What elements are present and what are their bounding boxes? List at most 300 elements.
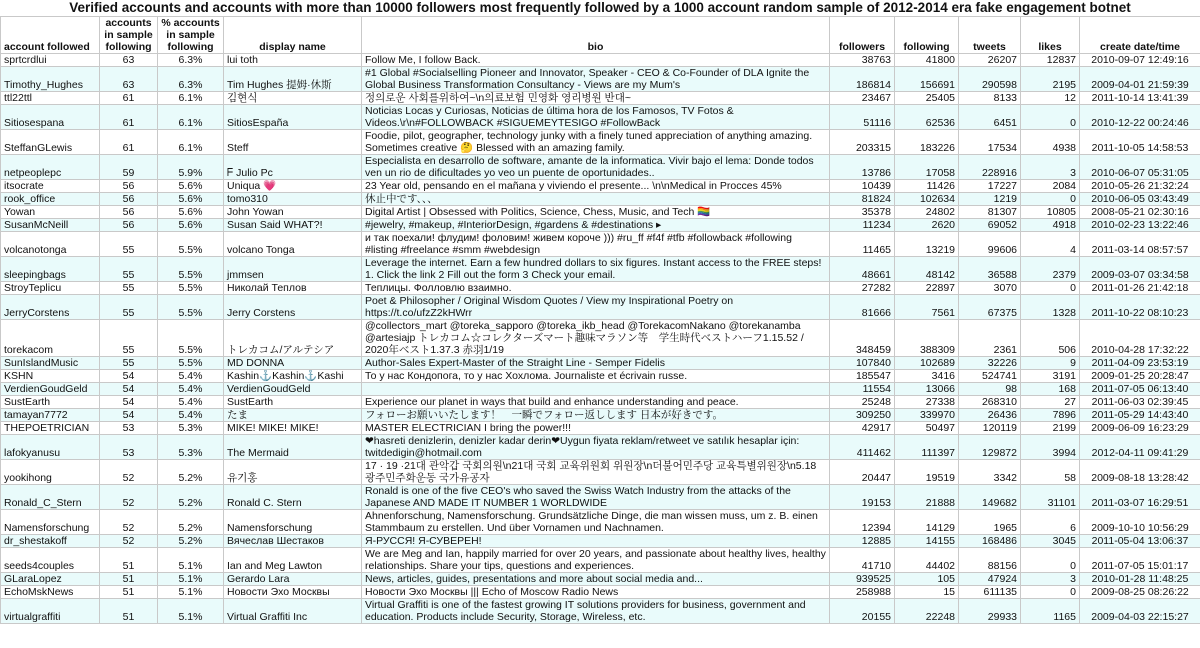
cell-tweets: 99606: [959, 232, 1021, 257]
cell-percent: 5.2%: [158, 535, 224, 548]
cell-count: 51: [100, 586, 158, 599]
cell-likes: 4: [1021, 232, 1080, 257]
cell-count: 51: [100, 573, 158, 586]
cell-create-date: 2011-10-05 14:58:53: [1080, 130, 1200, 155]
cell-percent: 5.3%: [158, 435, 224, 460]
cell-following: 48142: [895, 257, 959, 282]
cell-bio: Теплицы. Фолловлю взаимно.: [362, 282, 830, 295]
cell-count: 54: [100, 370, 158, 383]
cell-tweets: 228916: [959, 155, 1021, 180]
cell-account: Yowan: [1, 206, 100, 219]
cell-account: tamayan7772: [1, 409, 100, 422]
cell-account: lafokyanusu: [1, 435, 100, 460]
cell-percent: 5.4%: [158, 383, 224, 396]
cell-bio: @collectors_mart @toreka_sapporo @toreka_ikb_head @TorekacomNakano @torekanamba @artesiajp トレカコム☆コレクターズマート趣味マラソン等 学生時代ベストハーフ1.15.52 / 2020年ベスト1.37.3 赤羽1/19: [362, 320, 830, 357]
cell-bio: Новости Эхо Москвы ||| Echo of Moscow Radio News: [362, 586, 830, 599]
cell-likes: 3: [1021, 155, 1080, 180]
cell-followers: 12394: [830, 510, 895, 535]
cell-account: rook_office: [1, 193, 100, 206]
cell-likes: 0: [1021, 586, 1080, 599]
cell-tweets: 3342: [959, 460, 1021, 485]
cell-tweets: 129872: [959, 435, 1021, 460]
header-create-date: create date/time: [1080, 17, 1200, 54]
page-title: Verified accounts and accounts with more than 10000 followers most frequently followed by a 1000 account random sample of 2012-2014 era fake engagement botnet: [69, 0, 1131, 15]
table-row: [1, 409, 1200, 422]
cell-following: 13219: [895, 232, 959, 257]
cell-bio: We are Meg and Ian, happily married for over 20 years, and passionate about healthy lives, healthy relationships. Share your tips, questions and experiences.: [362, 548, 830, 573]
table-row: [1, 130, 1200, 155]
cell-account: StroyTeplicu: [1, 282, 100, 295]
cell-percent: 5.4%: [158, 396, 224, 409]
cell-followers: 27282: [830, 282, 895, 295]
cell-tweets: 17534: [959, 130, 1021, 155]
cell-followers: 81824: [830, 193, 895, 206]
cell-tweets: 120119: [959, 422, 1021, 435]
cell-bio: То у нас Кондопога, то у нас Хохлома. Journaliste et écrivain russe.: [362, 370, 830, 383]
cell-followers: 107840: [830, 357, 895, 370]
cell-create-date: 2008-05-21 02:30:16: [1080, 206, 1200, 219]
cell-count: 55: [100, 232, 158, 257]
cell-followers: 81666: [830, 295, 895, 320]
cell-create-date: 2010-01-28 11:48:25: [1080, 573, 1200, 586]
cell-bio: Especialista en desarrollo de software, amante de la informatica. Vivir bajo el lema: Donde todos ven un rio de dificultades yo veo un puente de oportunidades..: [362, 155, 830, 180]
cell-account: Timothy_Hughes: [1, 67, 100, 92]
cell-percent: 5.5%: [158, 320, 224, 357]
cell-tweets: 88156: [959, 548, 1021, 573]
cell-display-name: VerdienGoudGeld: [224, 383, 362, 396]
cell-count: 52: [100, 535, 158, 548]
cell-account: ttl22ttl: [1, 92, 100, 105]
cell-count: 63: [100, 67, 158, 92]
table-row: [1, 599, 1200, 624]
cell-following: 183226: [895, 130, 959, 155]
cell-count: 53: [100, 422, 158, 435]
cell-tweets: 36588: [959, 257, 1021, 282]
cell-bio: Digital Artist | Obsessed with Politics, Science, Chess, Music, and Tech 🏳️‍🌈: [362, 206, 830, 219]
cell-percent: 5.2%: [158, 460, 224, 485]
table-row: [1, 282, 1200, 295]
cell-following: 27338: [895, 396, 959, 409]
cell-display-name: Virtual Graffiti Inc: [224, 599, 362, 624]
cell-followers: 203315: [830, 130, 895, 155]
cell-percent: 5.1%: [158, 573, 224, 586]
cell-create-date: 2011-03-14 08:57:57: [1080, 232, 1200, 257]
cell-display-name: Николай Теплов: [224, 282, 362, 295]
cell-account: Namensforschung: [1, 510, 100, 535]
cell-percent: 5.6%: [158, 193, 224, 206]
cell-account: JerryCorstens: [1, 295, 100, 320]
cell-account: VerdienGoudGeld: [1, 383, 100, 396]
cell-display-name: Steff: [224, 130, 362, 155]
cell-tweets: 268310: [959, 396, 1021, 409]
cell-count: 52: [100, 485, 158, 510]
cell-tweets: 3070: [959, 282, 1021, 295]
cell-percent: 5.5%: [158, 295, 224, 320]
cell-display-name: MIKE! MIKE! MIKE!: [224, 422, 362, 435]
cell-following: 17058: [895, 155, 959, 180]
cell-followers: 348459: [830, 320, 895, 357]
cell-percent: 5.2%: [158, 485, 224, 510]
cell-account: EchoMskNews: [1, 586, 100, 599]
cell-followers: 38763: [830, 54, 895, 67]
cell-account: torekacom: [1, 320, 100, 357]
cell-following: 44402: [895, 548, 959, 573]
cell-account: seeds4couples: [1, 548, 100, 573]
cell-followers: 20447: [830, 460, 895, 485]
table-row: [1, 219, 1200, 232]
cell-create-date: 2010-04-28 17:32:22: [1080, 320, 1200, 357]
cell-bio: и так поехали! флудим! фоловим! живем короче ))) #ru_ff #f4f #tfb #followback #following #listing #freelance #smm #webdesign: [362, 232, 830, 257]
cell-likes: 0: [1021, 282, 1080, 295]
cell-likes: 10805: [1021, 206, 1080, 219]
cell-display-name: トレカコム/アルテシア: [224, 320, 362, 357]
cell-percent: 5.5%: [158, 232, 224, 257]
cell-percent: 5.1%: [158, 599, 224, 624]
table-row: [1, 435, 1200, 460]
cell-following: 111397: [895, 435, 959, 460]
cell-followers: 11554: [830, 383, 895, 396]
cell-bio: MASTER ELECTRICIAN I bring the power!!!: [362, 422, 830, 435]
cell-likes: 12: [1021, 92, 1080, 105]
cell-following: 62536: [895, 105, 959, 130]
cell-bio: Noticias Locas y Curiosas, Noticias de última hora de los Famosos, TV Fotos & Videos.\r\n#FOLLOWBACK #SIGUEMEYTESIGO #FollowBack: [362, 105, 830, 130]
cell-account: netpeoplepc: [1, 155, 100, 180]
cell-likes: 3191: [1021, 370, 1080, 383]
cell-create-date: 2011-01-26 21:42:18: [1080, 282, 1200, 295]
cell-tweets: 32226: [959, 357, 1021, 370]
cell-bio: Ronald is one of the five CEO's who saved the Swiss Watch Industry from the attacks of the Japanese AND MADE IT NUMBER 1 WORLDWIDE: [362, 485, 830, 510]
cell-percent: 6.3%: [158, 67, 224, 92]
cell-following: 14129: [895, 510, 959, 535]
cell-bio: #1 Global #Socialselling Pioneer and Innovator, Speaker - CEO & Co-Founder of DLA Ignite the Global Business Transformation Consultancy - Views are my Mum's: [362, 67, 830, 92]
cell-create-date: 2010-12-22 00:24:46: [1080, 105, 1200, 130]
cell-create-date: 2010-06-07 05:31:05: [1080, 155, 1200, 180]
cell-bio: Ahnenforschung, Namensforschung. Grundsätzliche Dinge, die man wissen muss, um z. B. einen Stammbaum zu erstellen. Und über Vornamen und Nachnamen.: [362, 510, 830, 535]
cell-likes: 0: [1021, 193, 1080, 206]
cell-count: 56: [100, 180, 158, 193]
cell-percent: 6.1%: [158, 92, 224, 105]
cell-percent: 5.4%: [158, 370, 224, 383]
cell-display-name: Kashin⚓️Kashin⚓️Kashi: [224, 370, 362, 383]
cell-following: 14155: [895, 535, 959, 548]
cell-display-name: jmmsen: [224, 257, 362, 282]
cell-following: 2620: [895, 219, 959, 232]
table-row: [1, 67, 1200, 92]
cell-likes: 0: [1021, 105, 1080, 130]
cell-bio: ❤hasreti denizlerin, denizler kadar derin❤Uygun fiyata reklam/retweet ve satılık hesaplar için: twitdedigin@hotmail.com: [362, 435, 830, 460]
cell-likes: 168: [1021, 383, 1080, 396]
cell-account: THEPOETRICIAN: [1, 422, 100, 435]
cell-count: 51: [100, 548, 158, 573]
header-bio: bio: [362, 17, 830, 54]
cell-likes: 7896: [1021, 409, 1080, 422]
cell-account: sprtcrdlui: [1, 54, 100, 67]
cell-tweets: 67375: [959, 295, 1021, 320]
table-row: [1, 320, 1200, 357]
cell-count: 54: [100, 409, 158, 422]
cell-count: 56: [100, 193, 158, 206]
cell-following: 50497: [895, 422, 959, 435]
cell-following: 102634: [895, 193, 959, 206]
table-row: [1, 383, 1200, 396]
cell-create-date: 2009-08-18 13:28:42: [1080, 460, 1200, 485]
cell-followers: 185547: [830, 370, 895, 383]
cell-likes: 1165: [1021, 599, 1080, 624]
cell-account: GLaraLopez: [1, 573, 100, 586]
cell-likes: 3045: [1021, 535, 1080, 548]
cell-following: 7561: [895, 295, 959, 320]
cell-display-name: Susan Said WHAT?!: [224, 219, 362, 232]
cell-count: 63: [100, 54, 158, 67]
cell-count: 56: [100, 219, 158, 232]
cell-account: Sitiosespana: [1, 105, 100, 130]
cell-percent: 5.4%: [158, 409, 224, 422]
cell-following: 339970: [895, 409, 959, 422]
cell-count: 56: [100, 206, 158, 219]
table-row: [1, 155, 1200, 180]
cell-bio: 23 Year old, pensando en el mañana y viviendo el presente... \n\nMedical in Procces 45%: [362, 180, 830, 193]
cell-percent: 5.1%: [158, 548, 224, 573]
table-row: [1, 586, 1200, 599]
cell-tweets: 98: [959, 383, 1021, 396]
table-row: [1, 485, 1200, 510]
cell-likes: 4938: [1021, 130, 1080, 155]
cell-likes: 12837: [1021, 54, 1080, 67]
cell-count: 51: [100, 599, 158, 624]
cell-likes: 4918: [1021, 219, 1080, 232]
header-percent-following: % accounts in sample following: [158, 17, 224, 54]
cell-create-date: 2011-10-22 08:10:23: [1080, 295, 1200, 320]
cell-create-date: 2009-04-01 21:59:39: [1080, 67, 1200, 92]
cell-count: 53: [100, 435, 158, 460]
cell-following: 24802: [895, 206, 959, 219]
cell-followers: 11234: [830, 219, 895, 232]
cell-bio: #jewelry, #makeup, #InteriorDesign, #gardens & #destinations ▸: [362, 219, 830, 232]
header-accounts-following: accounts in sample following: [100, 17, 158, 54]
cell-likes: 2199: [1021, 422, 1080, 435]
cell-followers: 12885: [830, 535, 895, 548]
cell-create-date: 2011-07-05 15:01:17: [1080, 548, 1200, 573]
cell-tweets: 611135: [959, 586, 1021, 599]
cell-count: 54: [100, 396, 158, 409]
cell-following: 13066: [895, 383, 959, 396]
cell-create-date: 2010-02-23 13:22:46: [1080, 219, 1200, 232]
cell-following: 388309: [895, 320, 959, 357]
cell-bio: [362, 383, 830, 396]
cell-likes: 506: [1021, 320, 1080, 357]
cell-create-date: 2009-06-09 16:23:29: [1080, 422, 1200, 435]
cell-followers: 25248: [830, 396, 895, 409]
cell-account: SustEarth: [1, 396, 100, 409]
cell-create-date: 2011-05-04 13:06:37: [1080, 535, 1200, 548]
cell-count: 55: [100, 320, 158, 357]
cell-followers: 42917: [830, 422, 895, 435]
cell-tweets: 6451: [959, 105, 1021, 130]
cell-create-date: 2010-05-26 21:32:24: [1080, 180, 1200, 193]
cell-bio: Foodie, pilot, geographer, technology junky with a finely tuned appreciation of anything amazing. Sometimes creative 🤔 Blessed with an amazing family.: [362, 130, 830, 155]
cell-followers: 939525: [830, 573, 895, 586]
cell-create-date: 2011-06-03 02:39:45: [1080, 396, 1200, 409]
cell-percent: 5.2%: [158, 510, 224, 535]
cell-percent: 5.9%: [158, 155, 224, 180]
cell-percent: 5.5%: [158, 357, 224, 370]
cell-followers: 19153: [830, 485, 895, 510]
cell-account: SteffanGLewis: [1, 130, 100, 155]
cell-count: 59: [100, 155, 158, 180]
header-likes: likes: [1021, 17, 1080, 54]
cell-following: 105: [895, 573, 959, 586]
cell-account: volcanotonga: [1, 232, 100, 257]
cell-count: 55: [100, 257, 158, 282]
cell-create-date: 2009-01-25 20:28:47: [1080, 370, 1200, 383]
cell-display-name: SustEarth: [224, 396, 362, 409]
cell-likes: 31101: [1021, 485, 1080, 510]
cell-display-name: Вячеслав Шестаков: [224, 535, 362, 548]
cell-create-date: 2012-04-11 09:41:29: [1080, 435, 1200, 460]
cell-create-date: 2011-07-05 06:13:40: [1080, 383, 1200, 396]
cell-followers: 309250: [830, 409, 895, 422]
cell-display-name: たま: [224, 409, 362, 422]
cell-followers: 11465: [830, 232, 895, 257]
cell-likes: 2084: [1021, 180, 1080, 193]
cell-count: 54: [100, 383, 158, 396]
cell-create-date: 2009-04-03 22:15:27: [1080, 599, 1200, 624]
cell-following: 19519: [895, 460, 959, 485]
cell-account: Ronald_C_Stern: [1, 485, 100, 510]
cell-tweets: 8133: [959, 92, 1021, 105]
accounts-table: [0, 16, 1200, 624]
cell-account: dr_shestakoff: [1, 535, 100, 548]
cell-tweets: 1965: [959, 510, 1021, 535]
table-row: [1, 422, 1200, 435]
cell-followers: 23467: [830, 92, 895, 105]
table-row: [1, 357, 1200, 370]
cell-followers: 186814: [830, 67, 895, 92]
cell-create-date: 2011-03-07 16:29:51: [1080, 485, 1200, 510]
cell-following: 102689: [895, 357, 959, 370]
table-row: [1, 180, 1200, 193]
cell-account: SunIslandMusic: [1, 357, 100, 370]
cell-following: 11426: [895, 180, 959, 193]
cell-percent: 6.3%: [158, 54, 224, 67]
cell-count: 55: [100, 295, 158, 320]
cell-create-date: 2011-05-29 14:43:40: [1080, 409, 1200, 422]
header-row: [1, 17, 1200, 54]
cell-account: sleepingbags: [1, 257, 100, 282]
cell-display-name: The Mermaid: [224, 435, 362, 460]
cell-create-date: 2011-04-09 23:53:19: [1080, 357, 1200, 370]
cell-following: 41800: [895, 54, 959, 67]
cell-followers: 258988: [830, 586, 895, 599]
cell-display-name: 유기홍: [224, 460, 362, 485]
cell-create-date: 2009-08-25 08:26:22: [1080, 586, 1200, 599]
cell-display-name: Ian and Meg Lawton: [224, 548, 362, 573]
table-row: [1, 193, 1200, 206]
cell-followers: 51116: [830, 105, 895, 130]
cell-bio: Experience our planet in ways that build and enhance understanding and peace.: [362, 396, 830, 409]
table-row: [1, 54, 1200, 67]
cell-likes: 3: [1021, 573, 1080, 586]
cell-following: 21888: [895, 485, 959, 510]
table-row: [1, 206, 1200, 219]
cell-create-date: 2011-10-14 13:41:39: [1080, 92, 1200, 105]
cell-bio: 정의로운 사회를위하여~\n의료보험 민영화 영리병원 반대~: [362, 92, 830, 105]
table-row: [1, 396, 1200, 409]
cell-display-name: John Yowan: [224, 206, 362, 219]
cell-following: 22248: [895, 599, 959, 624]
cell-following: 25405: [895, 92, 959, 105]
cell-create-date: 2010-06-05 03:43:49: [1080, 193, 1200, 206]
cell-display-name: Uniqua 💗: [224, 180, 362, 193]
cell-tweets: 26207: [959, 54, 1021, 67]
cell-following: 3416: [895, 370, 959, 383]
cell-bio: Я-РУССЯ! Я-СУВЕРЕН!: [362, 535, 830, 548]
cell-bio: Poet & Philosopher / Original Wisdom Quotes / View my Inspirational Poetry on https://t.co/ufzZ2kHWrr: [362, 295, 830, 320]
table-row: [1, 548, 1200, 573]
cell-display-name: Ronald C. Stern: [224, 485, 362, 510]
cell-bio: フォローお願いいたします！ 一瞬でフォロー返しします 日本が好きです。: [362, 409, 830, 422]
cell-bio: 休止中です、、、: [362, 193, 830, 206]
cell-count: 61: [100, 92, 158, 105]
cell-percent: 5.1%: [158, 586, 224, 599]
cell-likes: 2379: [1021, 257, 1080, 282]
cell-tweets: 524741: [959, 370, 1021, 383]
cell-display-name: volcano Tonga: [224, 232, 362, 257]
table-row: [1, 105, 1200, 130]
cell-likes: 9: [1021, 357, 1080, 370]
cell-display-name: Tim Hughes 提姆·休斯: [224, 67, 362, 92]
cell-count: 52: [100, 460, 158, 485]
cell-bio: Virtual Graffiti is one of the fastest growing IT solutions providers for business, government and education. Products include Security, Storage, Wireless, etc.: [362, 599, 830, 624]
cell-percent: 5.5%: [158, 257, 224, 282]
cell-account: KSHN: [1, 370, 100, 383]
header-tweets: tweets: [959, 17, 1021, 54]
cell-followers: 48661: [830, 257, 895, 282]
cell-tweets: 17227: [959, 180, 1021, 193]
header-account-followed: account followed: [1, 17, 100, 54]
cell-percent: 6.1%: [158, 105, 224, 130]
table-row: [1, 460, 1200, 485]
cell-followers: 411462: [830, 435, 895, 460]
cell-tweets: 69052: [959, 219, 1021, 232]
cell-tweets: 81307: [959, 206, 1021, 219]
cell-count: 55: [100, 357, 158, 370]
cell-display-name: Namensforschung: [224, 510, 362, 535]
header-following: following: [895, 17, 959, 54]
cell-percent: 5.6%: [158, 206, 224, 219]
table-row: [1, 535, 1200, 548]
cell-percent: 6.1%: [158, 130, 224, 155]
cell-following: 156691: [895, 67, 959, 92]
cell-bio: 17 · 19 ·21대 관악갑 국회의원\n21대 국회 교육위원회 위원장\n더불어민주당 교육특별위원장\n5.18광주민주화운동 국가유공자: [362, 460, 830, 485]
cell-tweets: 290598: [959, 67, 1021, 92]
table-row: [1, 573, 1200, 586]
cell-account: yookihong: [1, 460, 100, 485]
header-followers: followers: [830, 17, 895, 54]
table-row: [1, 510, 1200, 535]
header-display-name: display name: [224, 17, 362, 54]
cell-create-date: 2010-09-07 12:49:16: [1080, 54, 1200, 67]
cell-tweets: 2361: [959, 320, 1021, 357]
cell-count: 61: [100, 130, 158, 155]
cell-account: virtualgraffiti: [1, 599, 100, 624]
cell-tweets: 26436: [959, 409, 1021, 422]
cell-account: SusanMcNeill: [1, 219, 100, 232]
cell-followers: 13786: [830, 155, 895, 180]
cell-display-name: Jerry Corstens: [224, 295, 362, 320]
cell-following: 22897: [895, 282, 959, 295]
cell-tweets: 168486: [959, 535, 1021, 548]
